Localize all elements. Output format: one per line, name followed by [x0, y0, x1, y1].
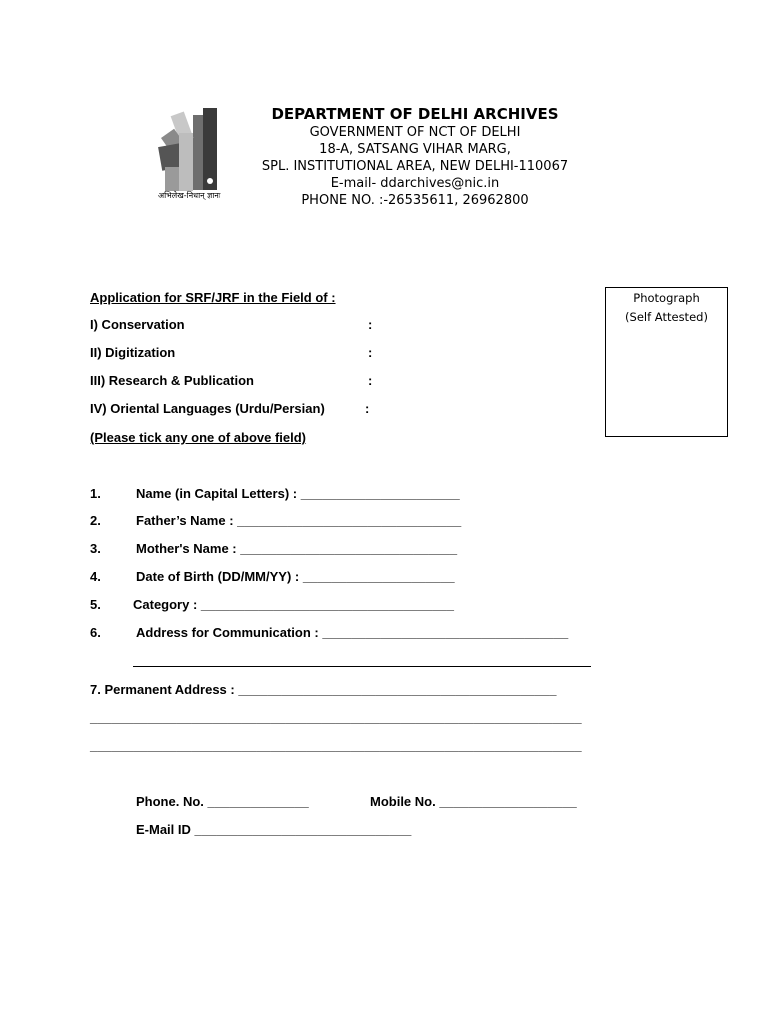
field-conservation-label: I) Conservation [90, 317, 185, 332]
item-number: 2. [90, 513, 101, 528]
item-number: 5. [90, 597, 101, 612]
address-communication-field[interactable]: Address for Communication : __________________________________ [136, 625, 569, 640]
permanent-address-line3[interactable]: ____________________________________________________________________ [90, 738, 582, 753]
item-number: 3. [90, 541, 101, 556]
photograph-label: Photograph [633, 291, 700, 305]
header-line-govt: GOVERNMENT OF NCT OF DELHI [309, 125, 521, 140]
date-of-birth-field[interactable]: Date of Birth (DD/MM/YY) : _____________________ [136, 569, 455, 584]
field-research-label: III) Research & Publication [90, 373, 254, 388]
permanent-address-field[interactable]: 7. Permanent Address : ____________________________________________ [90, 682, 557, 697]
field-digitization-colon: : [368, 345, 373, 360]
phone-field[interactable]: Phone. No. ______________ [136, 794, 309, 809]
mother-name-field[interactable]: Mother's Name : ______________________________ [136, 541, 458, 556]
mobile-field[interactable]: Mobile No. ___________________ [370, 794, 577, 809]
email-field[interactable]: E-Mail ID ______________________________ [136, 822, 412, 837]
permanent-address-line2[interactable]: ____________________________________________________________________ [90, 710, 582, 725]
tick-note: (Please tick any one of above field) [90, 430, 307, 445]
header-line-address2: SPL. INSTITUTIONAL AREA, NEW DELHI-110067 [261, 159, 569, 174]
photograph-box [605, 287, 728, 437]
item-number: 6. [90, 625, 101, 640]
self-attested-label: (Self Attested) [625, 310, 708, 324]
application-heading: Application for SRF/JRF in the Field of : [90, 290, 336, 305]
field-oriental-colon: : [365, 401, 370, 416]
category-field[interactable]: Category : ___________________________________ [133, 597, 454, 612]
name-field[interactable]: Name (in Capital Letters) : ______________________ [136, 486, 460, 501]
item-number: 4. [90, 569, 101, 584]
item-number: 1. [90, 486, 101, 501]
field-oriental-label: IV) Oriental Languages (Urdu/Persian) [90, 401, 325, 416]
father-name-field[interactable]: Father’s Name : _______________________________ [136, 513, 462, 528]
logo-caption: अभिलेख-निधान् ज्ञानः [158, 191, 221, 200]
department-title: DEPARTMENT OF DELHI ARCHIVES [271, 105, 559, 123]
header-line-address1: 18-A, SATSANG VIHAR MARG, [319, 142, 511, 157]
address-continuation-line[interactable] [133, 666, 591, 667]
field-conservation-colon: : [368, 317, 373, 332]
header-line-email: E-mail- ddarchives@nic.in [330, 176, 500, 191]
field-digitization-label: II) Digitization [90, 345, 176, 360]
field-research-colon: : [368, 373, 373, 388]
header-line-phone: PHONE NO. :-26535611, 26962800 [301, 193, 529, 208]
